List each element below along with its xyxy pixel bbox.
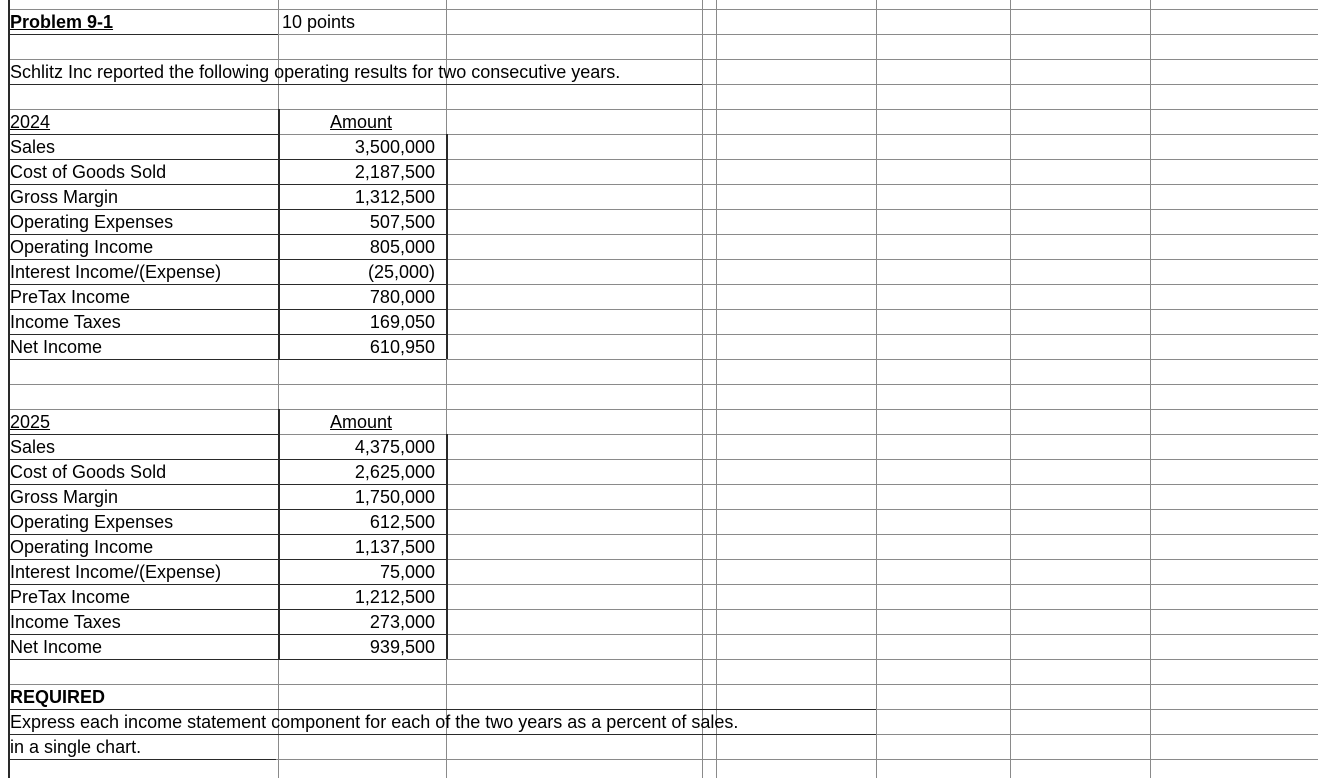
year-label[interactable]: 2024 — [10, 112, 51, 132]
row-value[interactable]: 2,625,000 — [354, 462, 435, 482]
row-label[interactable]: Operating Expenses — [10, 512, 174, 532]
row-label[interactable]: PreTax Income — [10, 287, 131, 307]
row-label[interactable]: Operating Income — [10, 537, 154, 557]
row-label[interactable]: Net Income — [10, 337, 103, 357]
row-label[interactable]: Net Income — [10, 637, 103, 657]
intro-text[interactable]: Schlitz Inc reported the following operating results for two consecutive years. — [10, 62, 621, 82]
cell-border — [446, 134, 448, 359]
row-value[interactable]: 169,050 — [369, 312, 435, 332]
row-value[interactable]: 780,000 — [369, 287, 435, 307]
row-value[interactable]: 3,500,000 — [354, 137, 435, 157]
row-value[interactable]: 610,950 — [369, 337, 435, 357]
required-line-1[interactable]: Express each income statement component for each of the two years as a percent of sales. — [10, 712, 739, 732]
row-gridline — [8, 109, 1318, 110]
row-value[interactable]: 1,212,500 — [354, 587, 435, 607]
row-gridline — [8, 9, 1318, 10]
column-gridline — [1150, 0, 1151, 778]
row-label[interactable]: Sales — [10, 437, 56, 457]
column-gridline — [716, 0, 717, 778]
row-label[interactable]: Interest Income/(Expense) — [10, 262, 222, 282]
points-value[interactable]: 10 points — [282, 12, 356, 32]
row-label[interactable]: Gross Margin — [10, 187, 119, 207]
problem-title[interactable]: Problem 9-1 — [10, 12, 114, 32]
column-gridline — [1010, 0, 1011, 778]
column-gridline — [876, 0, 877, 778]
row-value[interactable]: 1,750,000 — [354, 487, 435, 507]
column-gridline — [702, 0, 703, 778]
column-gridline — [446, 0, 447, 778]
row-label[interactable]: Interest Income/(Expense) — [10, 562, 222, 582]
row-value[interactable]: (25,000) — [367, 262, 435, 282]
row-value[interactable]: 75,000 — [379, 562, 435, 582]
amount-header[interactable]: Amount — [330, 112, 393, 132]
required-line-2[interactable]: in a single chart. — [10, 737, 142, 757]
row-value[interactable]: 507,500 — [369, 212, 435, 232]
row-label[interactable]: PreTax Income — [10, 587, 131, 607]
row-value[interactable]: 2,187,500 — [354, 162, 435, 182]
row-label[interactable]: Sales — [10, 137, 56, 157]
row-label[interactable]: Operating Income — [10, 237, 154, 257]
row-value[interactable]: 273,000 — [369, 612, 435, 632]
row-gridline — [8, 384, 1318, 385]
row-label[interactable]: Income Taxes — [10, 312, 121, 332]
row-gridline — [8, 409, 1318, 410]
row-gridline — [8, 684, 1318, 685]
row-value[interactable]: 1,137,500 — [354, 537, 435, 557]
row-value[interactable]: 612,500 — [369, 512, 435, 532]
year-label[interactable]: 2025 — [10, 412, 51, 432]
row-label[interactable]: Income Taxes — [10, 612, 121, 632]
row-label[interactable]: Cost of Goods Sold — [10, 462, 167, 482]
row-value[interactable]: 805,000 — [369, 237, 435, 257]
cell-border — [446, 434, 448, 659]
row-value[interactable]: 4,375,000 — [354, 437, 435, 457]
row-label[interactable]: Gross Margin — [10, 487, 119, 507]
required-heading[interactable]: REQUIRED — [10, 687, 106, 707]
row-value[interactable]: 939,500 — [369, 637, 435, 657]
amount-header[interactable]: Amount — [330, 412, 393, 432]
row-label[interactable]: Cost of Goods Sold — [10, 162, 167, 182]
row-label[interactable]: Operating Expenses — [10, 212, 174, 232]
row-value[interactable]: 1,312,500 — [354, 187, 435, 207]
